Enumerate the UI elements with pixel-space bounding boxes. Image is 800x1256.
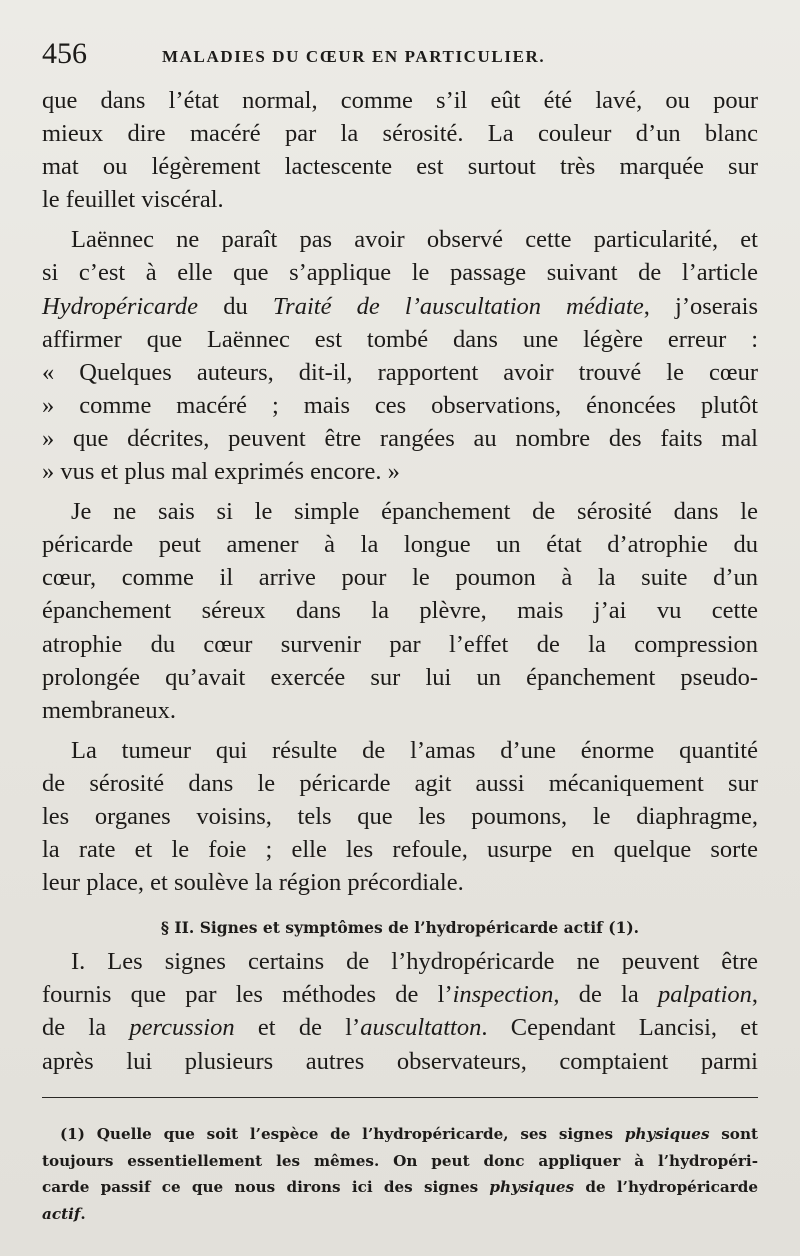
italic-term: physiques (624, 1125, 710, 1143)
italic-term: palpation (657, 981, 752, 1009)
paragraph-2 (42, 223, 758, 488)
italic-title-hydropericarde: Hydropéricarde (42, 292, 199, 320)
text-line (42, 1011, 758, 1044)
text-line (42, 290, 758, 323)
text-fragment: (1) Quelle que soit l’espèce de l’hydropéricarde, ses signes (60, 1125, 625, 1143)
text-line: le feuillet viscéral. (42, 186, 224, 214)
footnote-line (42, 1174, 758, 1201)
italic-title-traite: Traité de l’auscultation médiate (272, 292, 644, 320)
text-fragment: fournis que par les méthodes de l’ (42, 981, 453, 1009)
text-line: atrophie du cœur survenir par l’effet de la compression (42, 630, 758, 658)
section-heading: § II. Signes et symptômes de l’hydropéricarde actif (1). (160, 918, 640, 938)
text-fragment: carde passif ce que nous dirons ici des signes (42, 1178, 490, 1196)
text-line: que dans l’état normal, comme s’il eût été lavé, ou pour (42, 87, 758, 114)
paragraph-4 (42, 734, 758, 899)
text-fragment: , (751, 981, 758, 1009)
running-title: MALADIES DU CŒUR EN PARTICULIER. (162, 47, 546, 66)
page-header (42, 36, 758, 76)
text-line: péricarde peut amener à la longue un état d’atrophie du (42, 531, 758, 559)
text-line: La tumeur qui résulte de l’amas d’une énorme quantité (71, 736, 758, 764)
footnote (42, 1121, 758, 1227)
quote-line: » vus et plus mal exprimés encore. » (42, 458, 400, 486)
text-line: Je ne sais si le simple épanchement de sérosité dans le (71, 498, 758, 526)
quote-line: » que décrites, peuvent être rangées au nombre des faits mal (42, 424, 758, 452)
text-fragment: de la (42, 1014, 130, 1042)
text-line: cœur, comme il arrive pour le poumon à la suite d’un (42, 564, 758, 592)
text-line: leur place, et soulève la région précordiale. (42, 869, 464, 897)
footnote-line: toujours essentiellement les mêmes. On peut donc appliquer à l’hydropéri- (42, 1151, 758, 1170)
text-fragment: de l’hydropéricarde (574, 1178, 758, 1196)
text-fragment: du (198, 292, 273, 320)
text-line: si c’est à elle que s’applique le passage suivant de l’article (42, 259, 758, 287)
italic-term: physiques (489, 1178, 575, 1196)
text-line: mieux dire macéré par la sérosité. La couleur d’un blanc (42, 120, 758, 148)
text-line: membraneux. (42, 696, 177, 724)
text-line: épanchement séreux dans la plèvre, mais j’ai vu cette (42, 597, 758, 625)
text-line: affirmer que Laënnec est tombé dans une légère erreur : (42, 325, 758, 353)
text-fragment: et de l’ (234, 1014, 361, 1042)
quote-line: » comme macéré ; mais ces observations, énoncées plutôt (42, 391, 758, 419)
text-line: la rate et le foie ; elle les refoule, usurpe en quelque sorte (42, 836, 758, 864)
paragraph-5 (42, 945, 758, 1077)
footnote-divider (42, 1097, 758, 1098)
italic-term: auscultatton (360, 1014, 482, 1042)
paragraph-1 (42, 84, 758, 216)
text-fragment: sont (709, 1125, 758, 1143)
text-line: après lui plusieurs autres observateurs, comptaient parmi (42, 1047, 758, 1075)
text-fragment: . Cependant Lancisi, et (481, 1014, 758, 1042)
footnote-line (42, 1201, 758, 1228)
page-number: 456 (42, 37, 87, 70)
quote-line: « Quelques auteurs, dit-il, rapportent avoir trouvé le cœur (42, 358, 758, 386)
italic-term: percussion (129, 1014, 235, 1042)
text-fragment: , j’oserais (643, 292, 759, 320)
text-line (42, 978, 758, 1011)
text-line: de sérosité dans le péricarde agit aussi mécaniquement sur (42, 769, 758, 797)
text-line: Laënnec ne paraît pas avoir observé cette particularité, et (71, 226, 758, 254)
text-fragment: . (80, 1204, 86, 1223)
page-body (42, 84, 758, 1078)
text-fragment: , de la (553, 981, 658, 1009)
text-line: I. Les signes certains de l’hydropéricarde ne peuvent être (71, 948, 758, 976)
text-line: les organes voisins, tels que les poumons, le diaphragme, (42, 802, 758, 830)
text-line: prolongée qu’avait exercée sur lui un épanchement pseudo- (42, 663, 758, 691)
text-line: mat ou légèrement lactescente est surtout très marquée sur (42, 153, 758, 181)
italic-term: actif (42, 1204, 81, 1223)
paragraph-3 (42, 495, 758, 727)
italic-term: inspection (452, 981, 554, 1009)
footnote-line (42, 1121, 758, 1148)
